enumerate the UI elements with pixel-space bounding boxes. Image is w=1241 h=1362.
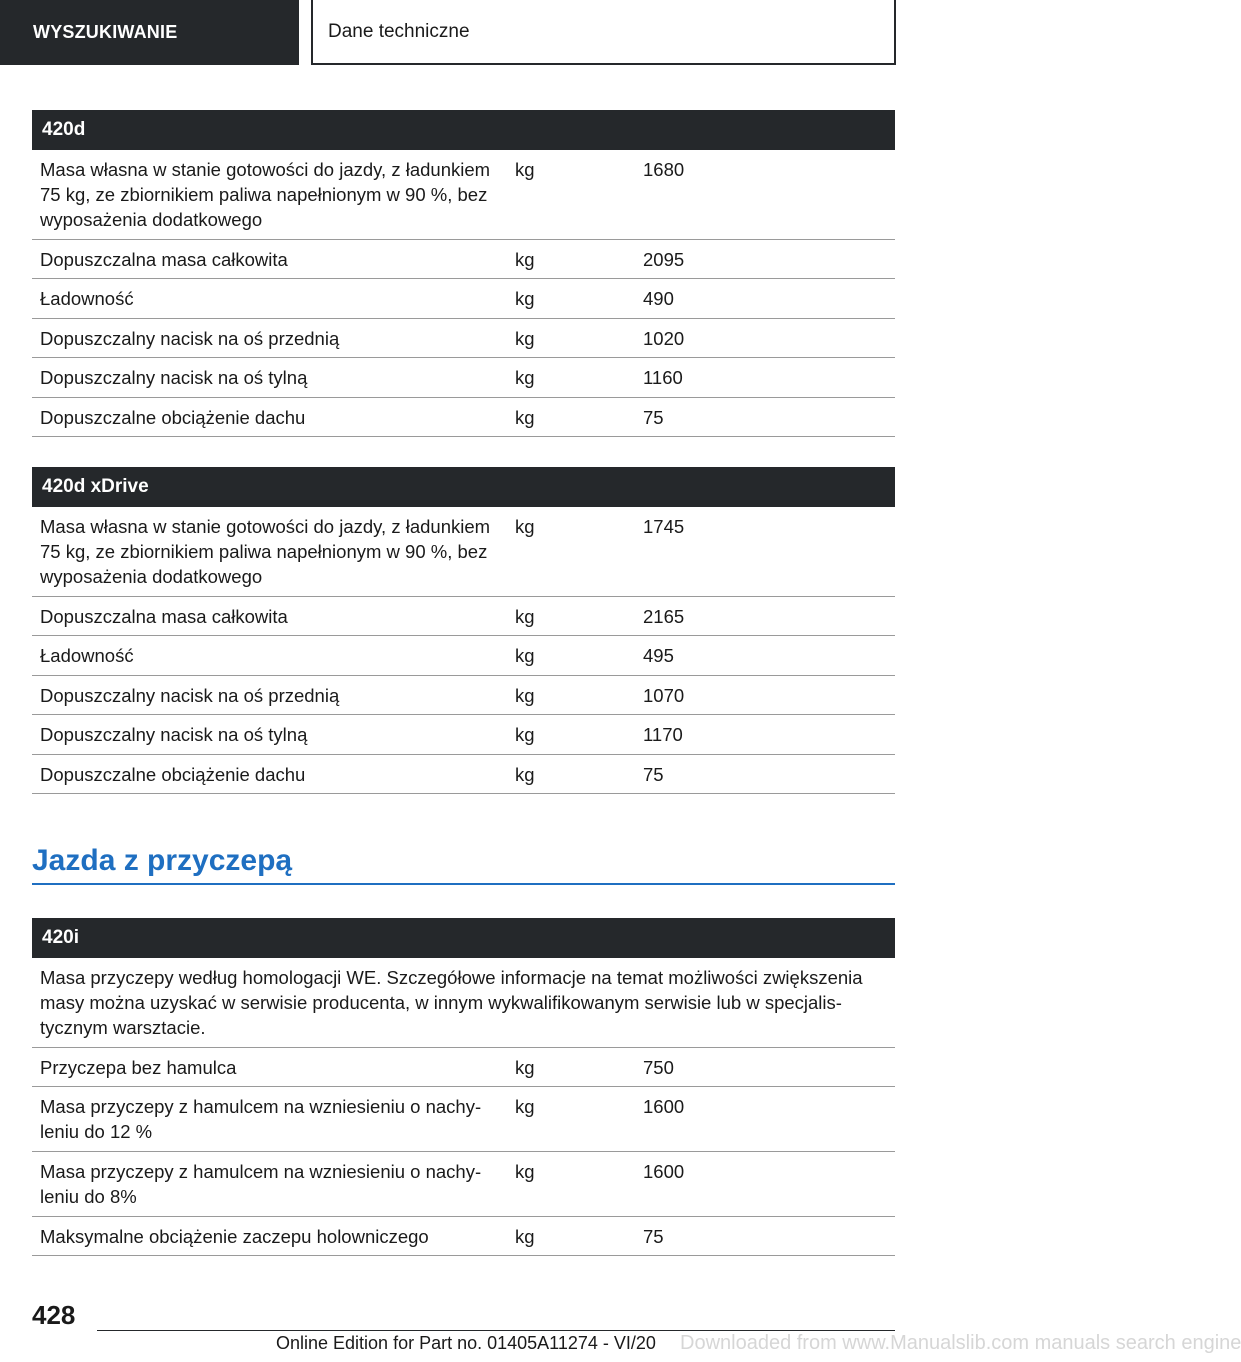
row-label: Maksymalne obciążenie zaczepu holowniczego [40, 1226, 429, 1247]
row-unit: kg [515, 407, 535, 428]
table-title: 420d [32, 110, 895, 150]
edition-text: Online Edition for Part no. 01405A11274 - VI/20 [276, 1333, 656, 1353]
row-unit: kg [515, 685, 535, 706]
row-unit: kg [515, 1096, 535, 1117]
watermark: Downloaded from www.Manualslib.com manuals search engine [680, 1332, 1241, 1354]
spec-table-420d [32, 110, 895, 437]
row-label: Dopuszczalny nacisk na oś tylną [40, 367, 308, 388]
row-unit: kg [515, 606, 535, 627]
row-label: Dopuszczalny nacisk na oś tylną [40, 724, 308, 745]
row-value: 75 [643, 764, 664, 785]
row-label: Masa własna w stanie gotowości do jazdy, z ładunkiem 75 kg, ze zbiornikiem paliwa napełnionym w 90 %, bez wyposażenia dodatkowego [40, 516, 491, 587]
row-label: Dopuszczalne obciążenie dachu [40, 407, 306, 428]
row-value: 1160 [643, 367, 683, 388]
row-label: Przyczepa bez hamulca [40, 1057, 237, 1078]
row-unit: kg [515, 724, 535, 745]
section-title-tab: Dane techniczne [311, 0, 896, 65]
row-value: 1600 [643, 1161, 685, 1182]
table-row [32, 597, 895, 636]
row-label: Dopuszczalne obciążenie dachu [40, 764, 306, 785]
row-value: 75 [643, 1226, 664, 1247]
row-unit: kg [515, 367, 535, 388]
table-row [32, 240, 895, 279]
row-label: Masa przyczepy z hamulcem na wzniesieniu o nachyleniu do 12 % [40, 1096, 482, 1142]
row-unit: kg [515, 328, 535, 349]
row-value: 1745 [643, 516, 685, 537]
table-title: 420i [32, 918, 895, 958]
row-unit: kg [515, 1161, 535, 1182]
row-label: Masa przyczepy z hamulcem na wzniesieniu o nachyleniu do 8% [40, 1161, 482, 1207]
table-title: 420d xDrive [32, 467, 895, 507]
row-unit: kg [515, 516, 535, 537]
table-row [32, 715, 895, 755]
table-row [32, 150, 895, 240]
table-row [32, 279, 895, 319]
table-row [32, 1087, 895, 1152]
table-row [32, 755, 895, 794]
row-value: 490 [643, 288, 674, 309]
table-row [32, 676, 895, 715]
footer-divider [97, 1330, 895, 1331]
table-row [32, 398, 895, 437]
row-value: 495 [643, 645, 674, 666]
row-value: 750 [643, 1057, 674, 1078]
row-value: 1680 [643, 159, 685, 180]
row-unit: kg [515, 1226, 535, 1247]
top-bar [0, 0, 960, 66]
table-row [32, 319, 895, 358]
table-row [32, 1217, 895, 1256]
row-unit: kg [515, 1057, 535, 1078]
row-label: Dopuszczalna masa całkowita [40, 606, 288, 627]
row-label: Masa własna w stanie gotowości do jazdy, z ładunkiem 75 kg, ze zbiornikiem paliwa napełnionym w 90 %, bez wyposażenia dodatkowego [40, 159, 491, 230]
row-value: 1600 [643, 1096, 685, 1117]
row-label: Dopuszczalny nacisk na oś przednią [40, 328, 340, 349]
row-value: 1070 [643, 685, 685, 706]
section-heading: Jazda z przyczepą [32, 843, 895, 885]
row-value: 2095 [643, 249, 685, 270]
row-value: 75 [643, 407, 664, 428]
row-unit: kg [515, 764, 535, 785]
page-number: 428 [32, 1300, 76, 1330]
table-note-row [32, 958, 895, 1048]
row-unit: kg [515, 645, 535, 666]
table-row [32, 636, 895, 676]
table-note: Masa przyczepy według homologacji WE. Szczegółowe informacje na temat możliwości zwiększenia masy można uzyskać w serwisie producenta, w innym wykwalifikowanym serwisie lub w specjalistycznym warsztacie. [40, 967, 863, 1038]
spec-table-420d-xdrive [32, 467, 895, 794]
row-value: 1020 [643, 328, 685, 349]
table-row [32, 358, 895, 398]
table-row [32, 1152, 895, 1217]
row-label: Ładowność [40, 288, 134, 309]
row-value: 1170 [643, 724, 683, 745]
search-tab[interactable]: WYSZUKIWANIE [0, 0, 299, 65]
table-row [32, 507, 895, 597]
row-label: Ładowność [40, 645, 134, 666]
row-unit: kg [515, 159, 535, 180]
row-unit: kg [515, 249, 535, 270]
row-value: 2165 [643, 606, 685, 627]
table-row [32, 1048, 895, 1087]
spec-table-420i [32, 918, 895, 1256]
row-label: Dopuszczalna masa całkowita [40, 249, 288, 270]
row-label: Dopuszczalny nacisk na oś przednią [40, 685, 340, 706]
row-unit: kg [515, 288, 535, 309]
